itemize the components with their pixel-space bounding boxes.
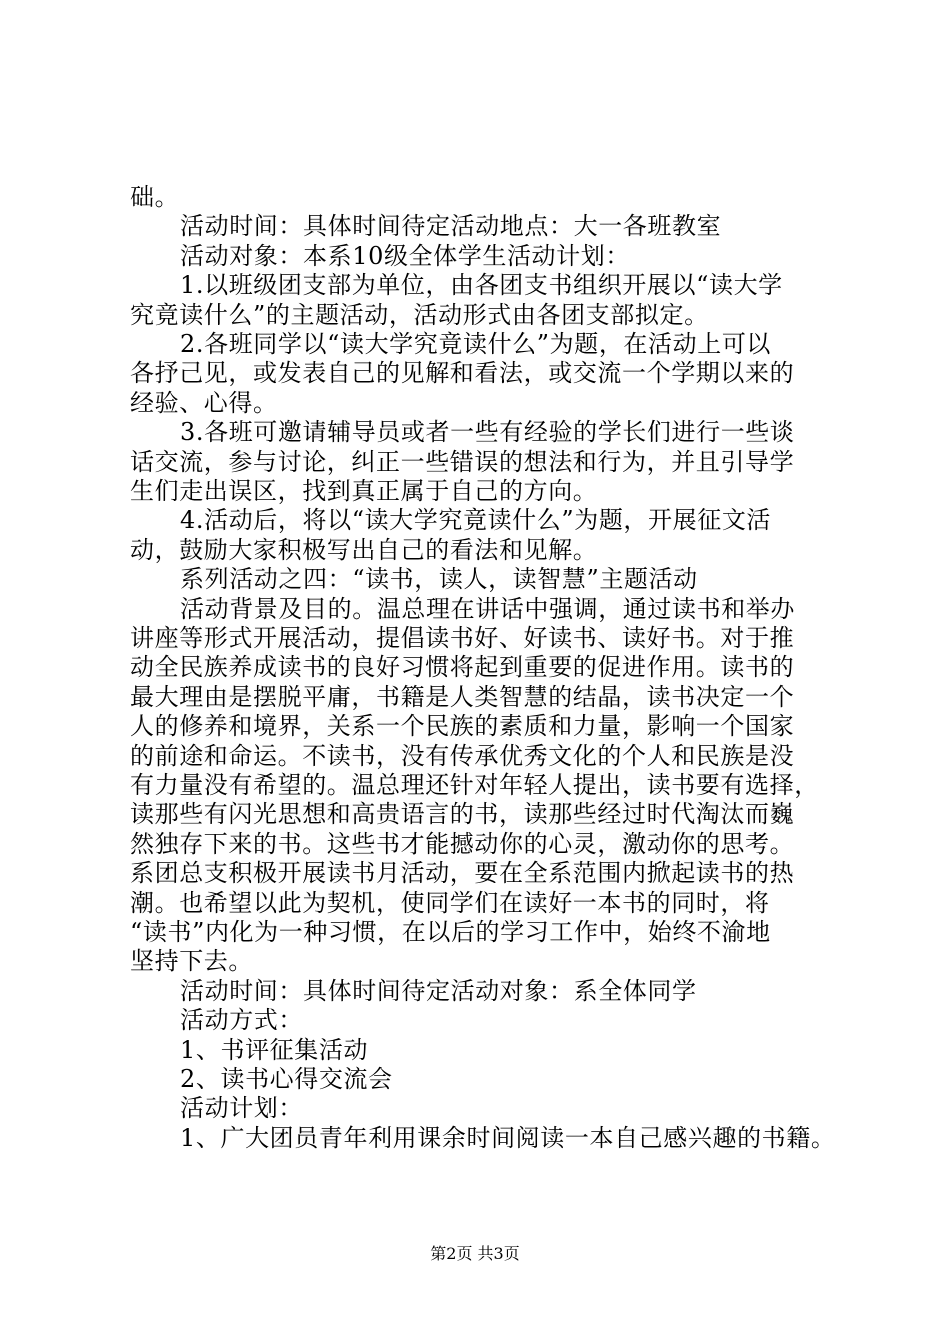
text-line: 系团总支积极开展读书月活动，要在全系范围内掀起读书的热 [130,859,795,888]
text-line: 究竟读什么”的主题活动，活动形式由各团支部拟定。 [130,300,709,329]
text-line: 1.以班级团支部为单位，由各团支书组织开展以“读大学 [180,271,783,300]
text-line: 最大理由是摆脱平庸，书籍是人类智慧的结晶，读书决定一个 [130,682,795,711]
text-line: 的前途和命运。不读书，没有传承优秀文化的个人和民族是没 [130,741,795,770]
text-line: 讲座等形式开展活动，提倡读书好、好读书、读好书。对于推 [130,624,795,652]
text-line: 坚持下去。 [130,947,253,976]
text-line: 动，鼓励大家积极写出自己的看法和见解。 [130,535,598,564]
text-line: 然独存下来的书。这些书才能撼动你的心灵，激动你的思考。 [130,829,795,858]
text-line: 动全民族养成读书的良好习惯将起到重要的促进作用。读书的 [130,653,795,682]
list-item: 1、书评征集活动 [180,1035,369,1064]
text-line: 人的修养和境界，关系一个民族的素质和力量，影响一个国家 [130,712,795,741]
text-line: 生们走出误区，找到真正属于自己的方向。 [130,477,598,505]
text-line: 潮。也希望以此为契机，使同学们在读好一本书的同时，将 [130,888,770,917]
page-number-footer: 第2页 共3页 [430,1244,520,1263]
text-line: 活动计划： [180,1094,303,1123]
text-line: 活动时间：具体时间待定活动对象：系全体同学 [180,976,697,1005]
section-heading: 系列活动之四：“读书，读人，读智慧”主题活动 [180,565,698,594]
text-line: “读书”内化为一种习惯，在以后的学习工作中，始终不渝地 [130,918,771,946]
text-line: 有力量没有希望的。温总理还针对年轻人提出，读书要有选择， [130,771,819,799]
text-line: 经验、心得。 [130,388,278,417]
text-line: 3.各班可邀请辅导员或者一些有经验的学长们进行一些谈 [180,418,795,447]
text-line: 活动时间：具体时间待定活动地点：大一各班教室 [180,212,722,241]
text-line: 活动背景及目的。温总理在讲话中强调，通过读书和举办 [180,594,795,623]
text-line: 2.各班同学以“读大学究竟读什么”为题，在活动上可以 [180,330,772,358]
text-line: 话交流，参与讨论，纠正一些错误的想法和行为，并且引导学 [130,447,795,476]
text-line: 各抒己见，或发表自己的见解和看法，或交流一个学期以来的 [130,359,795,388]
text-line: 4.活动后，将以“读大学究竟读什么”为题，开展征文活 [180,506,772,535]
text-line: 读那些有闪光思想和高贵语言的书，读那些经过时代淘汰而巍 [130,800,795,829]
list-item: 2、读书心得交流会 [180,1065,393,1093]
text-line: 础。 [130,183,180,211]
text-line: 活动对象：本系10级全体学生活动计划： [180,241,630,270]
list-item: 1、广大团员青年利用课余时间阅读一本自己感兴趣的书籍。 [180,1123,836,1152]
text-line: 活动方式： [180,1006,303,1035]
